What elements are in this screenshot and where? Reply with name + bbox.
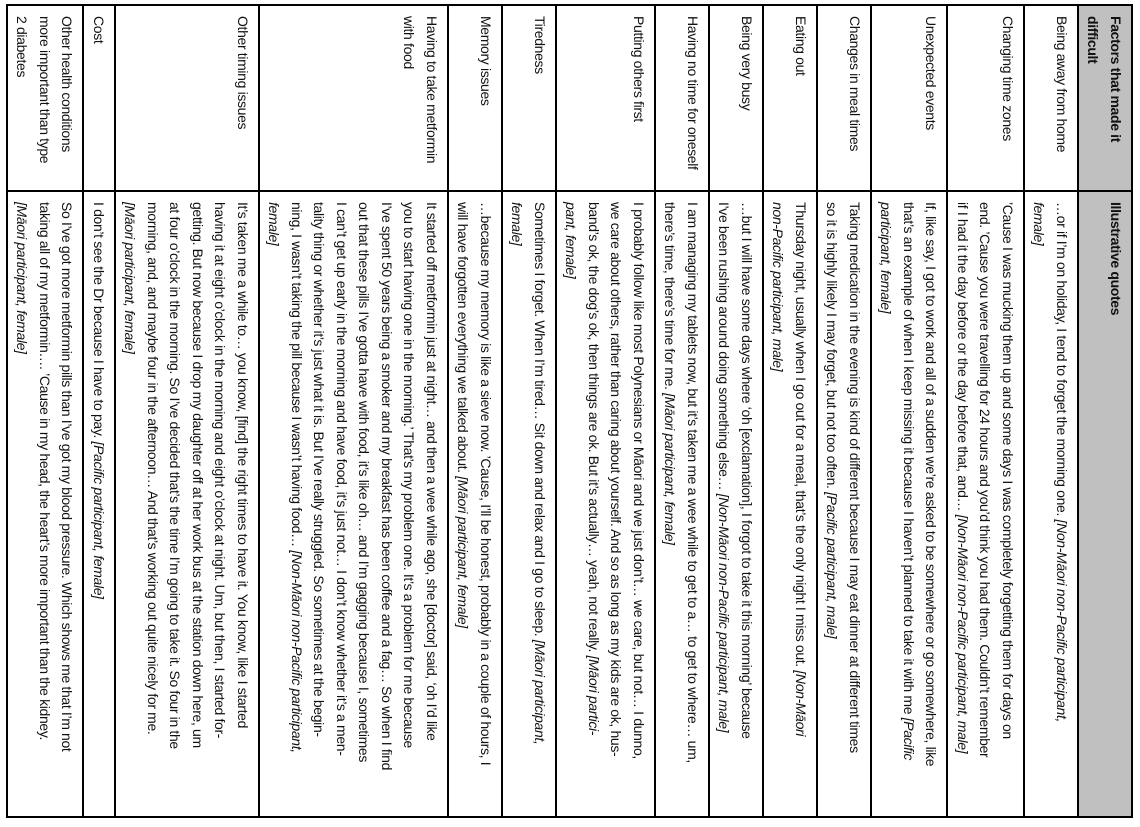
quote-text: ning, I wasn’t taking the pill because I wasn’t having food… (289, 202, 305, 551)
attribution-text: [Māori participant, female] (662, 393, 679, 545)
text-line-1 (767, 202, 790, 808)
text-line-5 (308, 202, 331, 808)
quote-text: …because my memory is like a sieve now. ’Cause, I’ll be honest, probably in a couple of hours, I (478, 202, 494, 766)
text-line-4 (331, 202, 354, 808)
text-line-0 (920, 202, 943, 808)
text-line-1 (452, 202, 475, 808)
table-row (114, 6, 258, 816)
quote-cell (260, 192, 447, 816)
text-line-1 (898, 202, 921, 808)
quote-text: out that these pills I’ve gotta have with food, it’s like oh… and I’m gagging because I, sometimes (356, 202, 373, 762)
factor-line: with food (401, 16, 418, 69)
quote-cell (557, 192, 654, 816)
factor-line: Unexpected events (923, 16, 940, 130)
quote-cell (872, 192, 947, 816)
quote-cell (1025, 192, 1077, 816)
quote-text: that’s an example of when I keep missing it because I haven’t planned to take it with me (901, 202, 917, 718)
factor-cell (260, 6, 447, 192)
attribution-text: [Non-Māori non-Pacific participant, (289, 550, 305, 753)
quote-text: ’Cause I was mucking them up and some days I was completely forgetting them for days on (1000, 202, 1016, 739)
attribution-text: pant, female] (563, 202, 580, 279)
text-line-0 (88, 202, 111, 808)
text-line-2 (875, 202, 898, 808)
table-row (947, 6, 1024, 816)
text-line-1 (974, 202, 997, 808)
quote-text: I can’t get up early in the morning and have food, it’s just not… I don’t know whether it’s a men- (334, 202, 350, 756)
text-line-0 (997, 202, 1020, 808)
quote-text: so it is highly likely I may forget, but not too often. (824, 202, 841, 493)
factor-cell (8, 6, 83, 192)
attribution-text: [Non-Māori non-Pacific participant, male] (716, 493, 733, 733)
quote-text: Illustrative quotes (1108, 202, 1124, 316)
quote-cell (449, 192, 501, 816)
text-line-1 (1028, 202, 1051, 808)
text-line-0 (682, 202, 705, 808)
text-line-1 (659, 202, 682, 808)
text-line-2 (187, 202, 210, 808)
text-line-0 (790, 202, 813, 808)
factor-line: Changes in meal times (847, 16, 863, 152)
text-line-1 (398, 202, 421, 808)
quote-text: I’ve spent 50 years being a smoker and my breakfast has been coffee and a fag… So when I find (379, 202, 395, 771)
text-line-0 (628, 202, 651, 808)
factor-line: Factors that made it (1108, 16, 1124, 143)
text-line-2 (376, 202, 399, 808)
table-row (708, 6, 762, 816)
factor-header-cell (1079, 6, 1131, 192)
text-line-1 (605, 202, 628, 808)
text-line-0 (232, 202, 255, 808)
quote-text: I don’t see the Dr because I have to pay. (91, 202, 107, 442)
quote-text: we care about others, rather than caring about yourself. And so as long as my kids are ok, hus- (608, 202, 625, 757)
quote-text: at four o’clock in the morning. So I’ve decided that’s the time I’m going to take it. So four in the (167, 202, 184, 749)
attribution-text: female] (266, 202, 283, 246)
factor-cell (764, 6, 816, 192)
table-row (83, 6, 115, 816)
text-line-6 (286, 202, 309, 808)
factor-line: Tiredness (532, 16, 548, 74)
attribution-text: [Non-Māori (793, 670, 809, 737)
factor-line: Eating out (793, 16, 809, 76)
factor-line: Having no time for oneself (685, 16, 701, 170)
quote-text: you to start having one in the morning.’ That’s my problem one. It’s a problem for me because (401, 202, 418, 748)
quote-text: there’s time, there’s time for me. (662, 202, 679, 394)
attribution-text: non-Pacific participant, male] (770, 202, 787, 372)
text-line-0 (1105, 202, 1128, 808)
text-line-1 (506, 202, 529, 808)
text-line-2 (952, 202, 975, 808)
factor-cell (449, 6, 501, 192)
factor-cell (116, 6, 258, 192)
quote-text: getting. But now because I drop my daughter off at her work bus at the station down here, um (190, 202, 206, 748)
text-line-3 (560, 202, 583, 808)
quote-text: I am managing my tablets now, but it’s taken me a wee while to get to a… to get to where… um, (685, 202, 701, 763)
factor-line: Memory issues (478, 16, 494, 106)
quote-text: tality thing or whether it’s just what it is. But I’ve really struggled. So sometimes at the begin- (311, 202, 328, 737)
factors-quotes-table (6, 4, 1133, 818)
text-line-2 (583, 202, 606, 808)
quote-text: taking all of my metformin…. ’Cause in my head, the heart’s more important than the kidney. (37, 202, 53, 741)
quote-text: band’s ok, the dog’s ok, then things are ok. But it’s actually… yeah, not really. (586, 202, 602, 656)
text-line-7 (263, 202, 286, 808)
text-line-0 (475, 202, 498, 808)
factor-line: Being away from home (1054, 16, 1070, 153)
factor-line: Being very busy (739, 16, 755, 111)
quote-text: will have forgotten everything we talked about. (455, 202, 472, 477)
factor-cell (818, 6, 870, 192)
quote-text: So I’ve got more metformin pills than I’ve got my blood pressure. Which shows me that I’m not (59, 202, 76, 752)
attribution-text: [Non-Māori non-Pacific participant, (1054, 519, 1070, 723)
quote-text: It’s taken me a while to… you know, [find] the right times to have it. You know, like I started (235, 202, 251, 729)
attribution-text: [Pacific (901, 717, 917, 761)
attribution-text: female] (1031, 202, 1048, 246)
quote-text: …or if I’m on holiday, I tend to forget the morning one. (1054, 202, 1070, 520)
quote-text: Thursday night, usually when I go out for a meal, that’s the only night I miss out. (793, 202, 809, 671)
quote-cell (949, 192, 1024, 816)
attribution-text: participant, female] (878, 202, 895, 314)
factor-line: more important than type (37, 16, 53, 164)
text-line-1 (209, 202, 232, 808)
attribution-text: [Non-Māori non-Pacific participant, male] (955, 514, 971, 754)
factor-cell (85, 6, 115, 192)
text-line-0 (1051, 202, 1074, 808)
table-row (258, 6, 447, 816)
text-line-1 (34, 202, 57, 808)
quote-text: morning, and, and maybe four in the afternoon… And that’s working out quite nicely for me. (145, 202, 161, 735)
quote-cell (764, 192, 816, 816)
table-row (654, 6, 708, 816)
table-row (8, 6, 83, 816)
factor-cell (949, 6, 1024, 192)
factor-cell (557, 6, 654, 192)
table-row (762, 6, 816, 816)
text-line-5 (119, 202, 142, 808)
text-line-0 (529, 202, 552, 808)
attribution-text: [Pacific participant, male] (824, 492, 841, 639)
text-line-4 (142, 202, 165, 808)
factor-line: 2 diabetes (14, 16, 31, 78)
table-row (555, 6, 654, 816)
text-line-3 (353, 202, 376, 808)
quote-cell (8, 192, 83, 816)
factor-cell (503, 6, 555, 192)
text-line-0 (844, 202, 867, 808)
quote-cell (503, 192, 555, 816)
quote-text: Sometimes I forget. When I’m tired… Sit down and relax and I go to sleep. (532, 202, 548, 640)
quote-text: I’ve been rushing around doing something else… (716, 202, 733, 494)
attribution-text: [Māori participant, female] (455, 476, 472, 628)
text-line-3 (164, 202, 187, 808)
attribution-text: [Pacific participant, female] (91, 441, 107, 599)
quote-text: I probably follow like most Polynesians or Māori and we just don’t… we care, but not… I dunno, (631, 202, 647, 759)
attribution-text: [Māori participant, (532, 639, 548, 745)
text-line-1 (713, 202, 736, 808)
quote-cell (116, 192, 258, 816)
quote-text: …but I will have some days where ‘oh [exclamation], I forgot to take it this morning’ because (739, 202, 755, 739)
table-row (870, 6, 947, 816)
quote-cell (710, 192, 762, 816)
text-line-2 (11, 202, 34, 808)
quote-text: end. ’Cause you were travelling for 24 hours and you’d think you had them. Couldn’t remember (977, 202, 994, 758)
text-line-0 (736, 202, 759, 808)
factor-cell (1025, 6, 1077, 192)
attribution-text: female] (509, 202, 526, 246)
factor-cell (656, 6, 708, 192)
quote-cell (85, 192, 115, 816)
attribution-text: [Māori partici- (586, 655, 602, 736)
factor-line: Changing time zones (1000, 16, 1016, 141)
table-row (501, 6, 555, 816)
quote-text: if I had it the day before or the day before that, and… (955, 202, 971, 515)
quote-text: Taking medication in the evening is kind of different because I may eat dinner at different times (847, 202, 863, 753)
quote-text: If, like say, I got to work and all of a sudden we’re asked to be somewhere or go somewhere, like (923, 202, 940, 767)
quotes-header-cell (1079, 192, 1131, 816)
table-row (1023, 6, 1077, 816)
table-row (816, 6, 870, 816)
factor-line: difficult (1085, 16, 1102, 64)
table-row (447, 6, 501, 816)
text-line-0 (421, 202, 444, 808)
factor-cell (710, 6, 762, 192)
factor-line: Cost (91, 16, 107, 44)
quote-cell (818, 192, 870, 816)
header-row (1077, 6, 1131, 816)
quote-text: It started off metformin just at night… and then a wee while ago, she [doctor] said, ‘oh I’d like (424, 202, 440, 741)
factor-line: Having to take metformin (424, 16, 440, 164)
attribution-text: [Māori participant, female] (14, 202, 31, 354)
quote-cell (656, 192, 708, 816)
factor-cell (872, 6, 947, 192)
factor-line: Other timing issues (235, 16, 251, 130)
text-line-0 (56, 202, 79, 808)
quote-text: having it at eight o’clock in the morning and eight o’clock at night. Um, but then, I started for- (212, 202, 229, 739)
text-line-1 (821, 202, 844, 808)
attribution-text: [Māori participant, female] (122, 202, 139, 354)
factor-line: Putting others first (631, 16, 647, 122)
factor-line: Other health conditions (59, 16, 76, 152)
